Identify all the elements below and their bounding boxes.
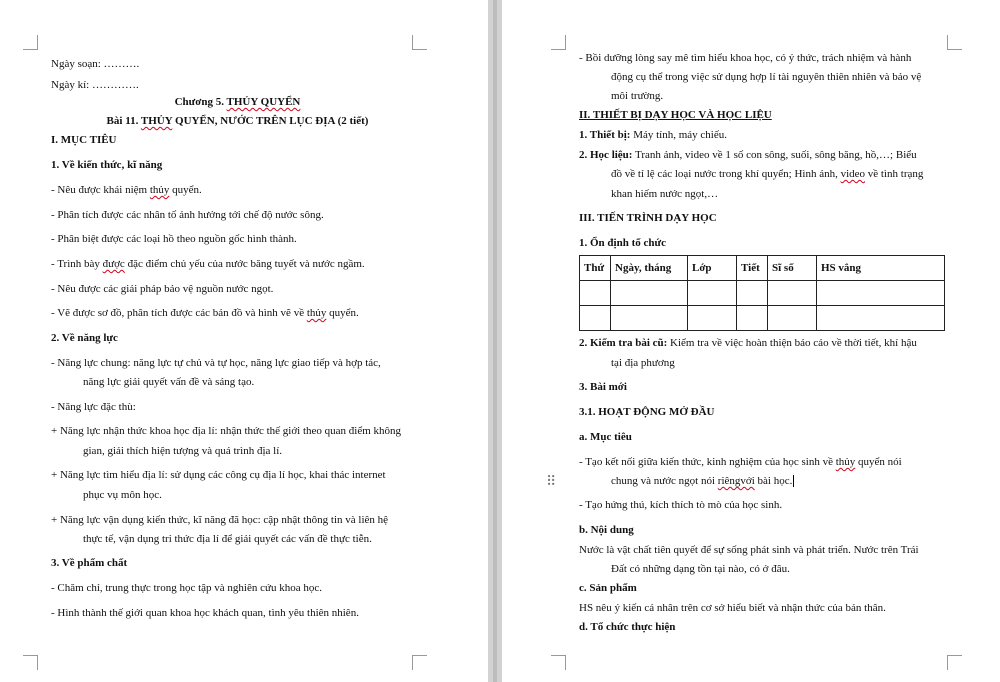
table-cell[interactable] xyxy=(580,281,611,306)
competence-research-b: phục vụ môn học. xyxy=(83,489,162,501)
text-run: Tranh ảnh, video về 1 số con sông, suối, sông băng, hồ,…; Biểu xyxy=(632,149,917,161)
margin-corner-bottom-right xyxy=(412,655,427,670)
page-gutter xyxy=(488,0,502,682)
text-run: về tình trạng xyxy=(865,168,924,180)
table-cell[interactable] xyxy=(611,281,688,306)
knowledge-item-4 xyxy=(51,257,365,271)
subsection-qualities: 3. Về phẩm chất xyxy=(51,557,128,569)
text-run: chung và nước ngọt nói xyxy=(611,475,718,487)
attendance-table xyxy=(579,255,945,331)
table-cell[interactable] xyxy=(737,281,768,306)
quality-item-3-b: động cụ thể trong việc sử dụng hợp lí tài nguyên thiên nhiên và bảo vệ xyxy=(611,71,922,83)
competence-cognition-b: gian, giải thích hiện tượng và quá trình địa lí. xyxy=(83,445,283,457)
table-header-row xyxy=(580,256,945,281)
product-text: HS nêu ý kiến cá nhân trên cơ sở hiểu biết và nhận thức của bản thân. xyxy=(579,602,886,614)
lesson-rest: QUYỂN, NƯỚC TRÊN LỤC ĐỊA (2 tiết) xyxy=(172,115,369,127)
content-heading: b. Nội dung xyxy=(579,524,634,536)
competence-general-a: - Năng lực chung: năng lực tự chủ và tự học, năng lực giao tiếp và hợp tác, xyxy=(51,357,381,369)
header-cell: Lớp xyxy=(688,256,737,281)
quality-item-3-a: - Bồi dưỡng lòng say mê tìm hiểu khoa học, có ý thức, trách nhiệm và hành xyxy=(579,52,912,64)
table-cell[interactable] xyxy=(737,306,768,331)
text-run: quyển. xyxy=(326,307,359,319)
opening-activity: 3.1. HOẠT ĐỘNG MỞ ĐẦU xyxy=(579,406,715,418)
table-cell[interactable] xyxy=(688,306,737,331)
text-run: quyển. xyxy=(169,184,202,196)
document-page-left[interactable] xyxy=(0,0,488,682)
knowledge-item-2: - Phân tích được các nhân tố ảnh hưởng tới chế độ nước sông. xyxy=(51,209,324,221)
section-process: III. TIẾN TRÌNH DẠY HỌC xyxy=(579,212,717,224)
header-cell: HS vắng xyxy=(817,256,945,281)
section-objectives: I. MỤC TIÊU xyxy=(51,134,117,146)
text-run: đặc điểm chủ yếu của nước băng tuyết và nước ngầm. xyxy=(124,258,365,270)
knowledge-item-5: - Nêu được các giải pháp bảo vệ nguồn nước ngọt. xyxy=(51,283,274,295)
table-cell[interactable] xyxy=(611,306,688,331)
table-cell[interactable] xyxy=(580,306,611,331)
lesson-title xyxy=(51,114,424,128)
drag-handle-icon[interactable]: ⠿ xyxy=(546,475,556,490)
item-label: 1. Thiết bị: xyxy=(579,129,631,141)
goal-heading: a. Mục tiêu xyxy=(579,431,632,443)
quality-item-1: - Chăm chỉ, trung thực trong học tập và nghiên cứu khoa học. xyxy=(51,582,322,594)
header-cell: Tiết xyxy=(737,256,768,281)
content-text-a: Nước là vật chất tiên quyết để sự sống phát sinh và phát triển. Nước trên Trái xyxy=(579,544,919,556)
materials-item-b xyxy=(611,167,923,181)
equipment-item xyxy=(579,128,727,142)
text-run: quyển nói xyxy=(855,456,902,468)
margin-corner-top-right xyxy=(412,35,427,50)
materials-item-a xyxy=(579,148,917,162)
competence-applied-a: + Năng lực vận dụng kiến thức, kĩ năng đã học: cập nhật thông tin và liên hệ xyxy=(51,514,389,526)
organization-heading: d. Tổ chức thực hiện xyxy=(579,621,676,633)
table-cell[interactable] xyxy=(768,306,817,331)
margin-corner-bottom-left xyxy=(23,655,38,670)
table-cell[interactable] xyxy=(688,281,737,306)
chapter-title xyxy=(51,95,424,109)
margin-corner-bottom-right xyxy=(947,655,962,670)
document-page-right[interactable] xyxy=(502,0,1000,682)
competence-research-a: + Năng lực tìm hiểu địa lí: sử dụng các công cụ địa lí học, khai thác internet xyxy=(51,469,386,481)
table-row[interactable] xyxy=(580,281,945,306)
spell-flag: thủy xyxy=(149,184,170,196)
content-text-b: Đất có những dạng tồn tại nào, có ở đâu. xyxy=(611,563,790,575)
spell-flag: thủy xyxy=(306,307,327,319)
header-cell: Thứ xyxy=(580,256,611,281)
review-check-b: tại địa phương xyxy=(611,357,675,369)
competence-cognition-a: + Năng lực nhận thức khoa học địa lí: nhận thức thế giới theo quan điểm không xyxy=(51,425,402,437)
margin-corner-top-left xyxy=(23,35,38,50)
text-run: - Nêu được khái niệm xyxy=(51,184,150,196)
header-cell: Ngày, tháng xyxy=(611,256,688,281)
table-cell[interactable] xyxy=(817,306,945,331)
text-cursor xyxy=(793,475,794,487)
text-run: Máy tính, máy chiếu. xyxy=(630,129,727,141)
section-equipment: II. THIẾT BỊ DẠY HỌC VÀ HỌC LIỆU xyxy=(579,109,772,121)
goal-item-1-b[interactable] xyxy=(611,474,794,488)
text-run: - Trình bày xyxy=(51,258,103,270)
goal-item-2: - Tạo hứng thú, kích thích tò mò của học sinh. xyxy=(579,499,783,511)
margin-corner-bottom-left xyxy=(551,655,566,670)
review-check-a xyxy=(579,336,917,350)
date-prepared: Ngày soạn: ………. xyxy=(51,58,140,70)
margin-corner-top-right xyxy=(947,35,962,50)
table-row[interactable] xyxy=(580,306,945,331)
quality-item-3-c: môi trường. xyxy=(611,90,664,102)
table-cell[interactable] xyxy=(817,281,945,306)
lesson-word: THỦY xyxy=(140,115,173,127)
new-lesson: 3. Bài mới xyxy=(579,381,627,393)
knowledge-item-3: - Phân biệt được các loại hồ theo nguồn gốc hình thành. xyxy=(51,233,297,245)
materials-item-c: khan hiếm nước ngọt,… xyxy=(611,188,719,200)
margin-corner-top-left xyxy=(551,35,566,50)
competence-general-b: năng lực giải quyết vấn đề và sáng tạo. xyxy=(83,376,255,388)
competence-specific: - Năng lực đặc thù: xyxy=(51,401,136,413)
gutter-bar xyxy=(493,0,497,682)
class-organization: 1. Ổn định tổ chức xyxy=(579,237,666,249)
competence-applied-b: thực tế, vận dụng tri thức địa lí để giải quyết các vấn đề thực tiễn. xyxy=(83,533,372,545)
chapter-prefix: Chương 5. xyxy=(174,96,227,108)
spell-flag: video xyxy=(840,168,866,180)
header-cell: Sĩ số xyxy=(768,256,817,281)
spell-flag: thủy xyxy=(835,456,856,468)
knowledge-item-1 xyxy=(51,183,202,197)
text-run: - Tạo kết nối giữa kiến thức, kinh nghiệm của học sinh về xyxy=(579,456,836,468)
knowledge-item-6 xyxy=(51,306,359,320)
item-label: 2. Học liệu: xyxy=(579,149,633,161)
text-run: Kiểm tra về việc hoàn thiện báo cáo về thời tiết, khí hậu xyxy=(667,337,917,349)
text-run: - Vẽ được sơ đồ, phân tích được các bản đồ và hình vẽ về xyxy=(51,307,307,319)
table-cell[interactable] xyxy=(768,281,817,306)
text-run: bài học. xyxy=(754,475,793,487)
lesson-prefix: Bài 11. xyxy=(106,115,141,127)
spell-flag: được xyxy=(102,258,125,270)
text-run: đồ về tỉ lệ các loại nước trong khí quyển; Hình ảnh, xyxy=(611,168,841,180)
date-signed: Ngày kí: …………. xyxy=(51,79,139,91)
subsection-competence: 2. Về năng lực xyxy=(51,332,118,344)
goal-item-1-a xyxy=(579,455,902,469)
quality-item-2: - Hình thành thế giới quan khoa học khách quan, tình yêu thiên nhiên. xyxy=(51,607,359,619)
item-label: 2. Kiểm tra bài cũ: xyxy=(579,337,668,349)
chapter-name: THỦY QUYỂN xyxy=(226,96,301,108)
spell-flag: riêngvới xyxy=(717,475,755,487)
subsection-knowledge: 1. Về kiến thức, kĩ năng xyxy=(51,159,163,171)
product-heading: c. Sản phẩm xyxy=(579,582,637,594)
